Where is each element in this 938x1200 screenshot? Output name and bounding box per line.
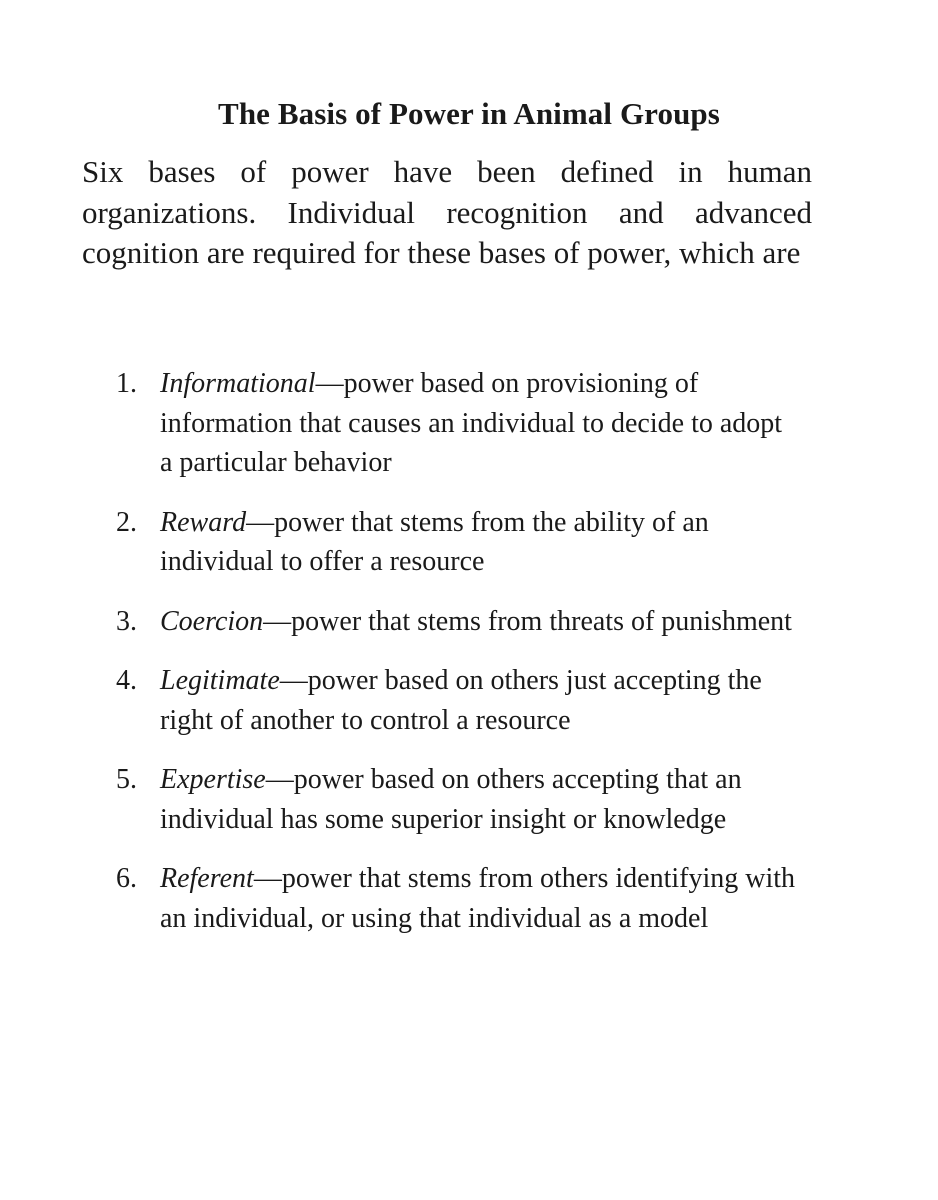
item-term: Reward <box>160 506 247 538</box>
item-separator: — <box>315 368 344 399</box>
item-number: 6. <box>116 863 137 894</box>
intro-paragraph: Six bases of power have been defined in human organizations. Individual recognition and advanced cognition are required for these bases of power, which are <box>82 154 812 270</box>
item-definition: power based on others accepting that an individual has some superior insight or knowledge <box>160 764 742 835</box>
item-definition: power that stems from threats of punishment <box>291 605 792 637</box>
item-term: Referent <box>160 863 254 894</box>
item-number: 3. <box>116 605 137 637</box>
list-item <box>0 760 800 839</box>
item-term: Coercion <box>160 605 264 637</box>
item-definition: power that stems from the ability of an individual to offer a resource <box>160 506 709 577</box>
item-term: Expertise <box>160 764 266 795</box>
list-item <box>0 503 800 582</box>
item-separator: — <box>246 506 275 538</box>
item-number: 5. <box>116 764 137 795</box>
item-separator: — <box>265 764 294 795</box>
list-item <box>0 602 800 642</box>
list-item <box>0 859 800 938</box>
item-definition: power that stems from others identifying with an individual, or using that individual as a model <box>160 863 796 934</box>
item-term: Legitimate <box>160 665 280 696</box>
item-number: 1. <box>116 368 137 399</box>
section-title: The Basis of Power in Animal Groups <box>218 96 720 131</box>
item-separator: — <box>253 863 282 894</box>
item-separator: — <box>263 605 292 637</box>
power-bases-list <box>0 364 938 958</box>
item-separator: — <box>279 665 308 696</box>
item-definition: power based on provisioning of information that causes an individual to decide to adopt a particular behavior <box>160 368 783 478</box>
item-number: 2. <box>116 506 137 538</box>
item-definition: power based on others just accepting the right of another to control a resource <box>160 665 762 736</box>
list-item <box>0 364 800 483</box>
list-item <box>0 661 800 740</box>
item-number: 4. <box>116 665 137 696</box>
item-term: Informational <box>160 368 316 399</box>
